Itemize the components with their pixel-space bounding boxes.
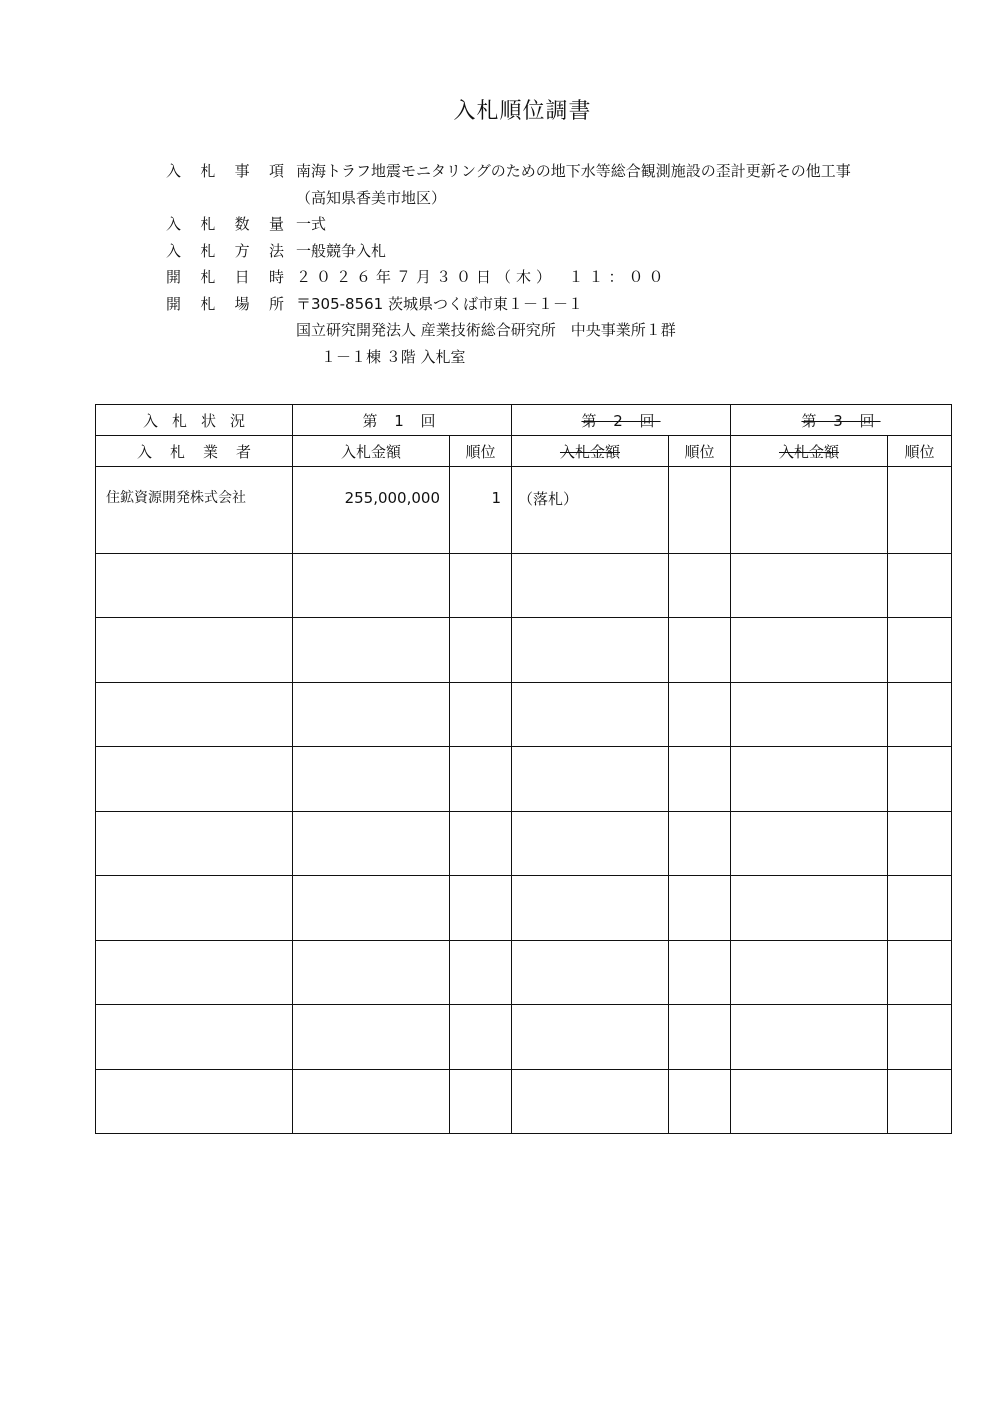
empty-cell (669, 682, 731, 747)
empty-cell (669, 811, 731, 876)
empty-cell (669, 876, 731, 941)
bid-amount: 255,000,000 (293, 467, 450, 554)
empty-cell (888, 467, 952, 554)
table-row (96, 811, 952, 876)
empty-cell (512, 1069, 669, 1134)
bid-ranking-table (95, 404, 952, 1134)
empty-cell (96, 940, 293, 1005)
table-row (96, 1005, 952, 1070)
empty-cell (888, 618, 952, 683)
empty-cell (512, 1005, 669, 1070)
empty-cell (450, 1069, 512, 1134)
empty-cell (512, 682, 669, 747)
empty-cell (669, 747, 731, 812)
round-1-amount-header: 入札金額 (293, 436, 450, 467)
empty-cell (96, 747, 293, 812)
table-row (96, 618, 952, 683)
info-value-place-org: 国立研究開発法人 産業技術総合研究所 中央事業所１群 (296, 321, 676, 339)
table-row (96, 876, 952, 941)
info-value-place-room: １－１棟 ３階 入札室 (321, 347, 466, 366)
empty-cell (888, 682, 952, 747)
info-value-datetime: ２０２６年７月３０日（木） １１：００ (296, 268, 669, 286)
empty-cell (731, 747, 888, 812)
empty-cell (96, 553, 293, 618)
round-1-header: 第 1 回 (293, 405, 512, 436)
info-value-quantity: 一式 (296, 215, 327, 233)
empty-cell (450, 940, 512, 1005)
empty-cell (450, 682, 512, 747)
info-value-item: 南海トラフ地震モニタリングのための地下水等総合観測施設の歪計更新その他工事 (296, 162, 851, 180)
empty-cell (450, 747, 512, 812)
table-row (96, 682, 952, 747)
empty-cell (96, 1005, 293, 1070)
empty-cell (293, 553, 450, 618)
empty-cell (731, 467, 888, 554)
info-label-item: 入 札 事 項 (166, 162, 284, 180)
empty-cell (293, 876, 450, 941)
empty-cell (293, 747, 450, 812)
empty-cell (669, 553, 731, 618)
bid-rank: 1 (450, 467, 512, 554)
table-row (96, 747, 952, 812)
empty-cell (512, 618, 669, 683)
info-label-quantity: 入 札 数 量 (166, 215, 284, 233)
empty-cell (96, 811, 293, 876)
info-label-method: 入 札 方 法 (166, 241, 284, 260)
empty-cell (293, 940, 450, 1005)
empty-cell (731, 811, 888, 876)
empty-cell (293, 1069, 450, 1134)
empty-cell (450, 1005, 512, 1070)
round-3-header: 第 3 回 (731, 405, 952, 436)
info-value-item-location: （高知県香美市地区） (296, 188, 447, 207)
empty-cell (669, 467, 731, 554)
info-label-place: 開 札 場 所 (166, 294, 284, 313)
empty-cell (888, 1069, 952, 1134)
round-2-header: 第 2 回 (512, 405, 731, 436)
header-row-rounds (96, 405, 952, 436)
empty-cell (512, 553, 669, 618)
empty-cell (731, 682, 888, 747)
empty-cell (96, 876, 293, 941)
empty-cell (293, 682, 450, 747)
empty-cell (96, 682, 293, 747)
empty-cell (888, 811, 952, 876)
round-3-rank-header: 順位 (888, 436, 952, 467)
status-header: 入札状況 (96, 405, 293, 436)
round-2-rank-header: 順位 (669, 436, 731, 467)
empty-cell (888, 1005, 952, 1070)
empty-cell (293, 618, 450, 683)
empty-cell (888, 747, 952, 812)
award-note: （落札） (512, 467, 669, 554)
round-2-amount-header: 入札金額 (512, 436, 669, 467)
info-value-method: 一般競争入札 (296, 241, 387, 260)
empty-cell (669, 1069, 731, 1134)
empty-cell (731, 876, 888, 941)
info-label-datetime: 開 札 日 時 (166, 268, 284, 286)
empty-cell (450, 618, 512, 683)
empty-cell (888, 876, 952, 941)
table-row (96, 553, 952, 618)
empty-cell (669, 1005, 731, 1070)
info-value-place-address: 〒305-8561 茨城県つくば市東１－１－１ (296, 294, 583, 313)
round-1-rank-header: 順位 (450, 436, 512, 467)
empty-cell (96, 1069, 293, 1134)
empty-cell (731, 940, 888, 1005)
header-row-columns (96, 436, 952, 467)
bidder-name: 住鉱資源開発株式会社 (96, 467, 293, 554)
empty-cell (450, 811, 512, 876)
document-title: 入札順位調書 (453, 99, 592, 124)
empty-cell (731, 618, 888, 683)
bidder-header: 入札業者 (96, 436, 293, 467)
empty-cell (96, 618, 293, 683)
empty-cell (512, 940, 669, 1005)
table-row (96, 940, 952, 1005)
empty-cell (669, 618, 731, 683)
empty-cell (888, 940, 952, 1005)
empty-cell (731, 1005, 888, 1070)
empty-cell (293, 811, 450, 876)
round-3-amount-header: 入札金額 (731, 436, 888, 467)
empty-cell (450, 876, 512, 941)
empty-cell (512, 747, 669, 812)
table-row (96, 1069, 952, 1134)
empty-cell (512, 876, 669, 941)
empty-cell (731, 1069, 888, 1134)
empty-cell (669, 940, 731, 1005)
table-row (96, 467, 952, 554)
empty-cell (512, 811, 669, 876)
empty-cell (450, 553, 512, 618)
empty-cell (888, 553, 952, 618)
empty-cell (731, 553, 888, 618)
empty-cell (293, 1005, 450, 1070)
